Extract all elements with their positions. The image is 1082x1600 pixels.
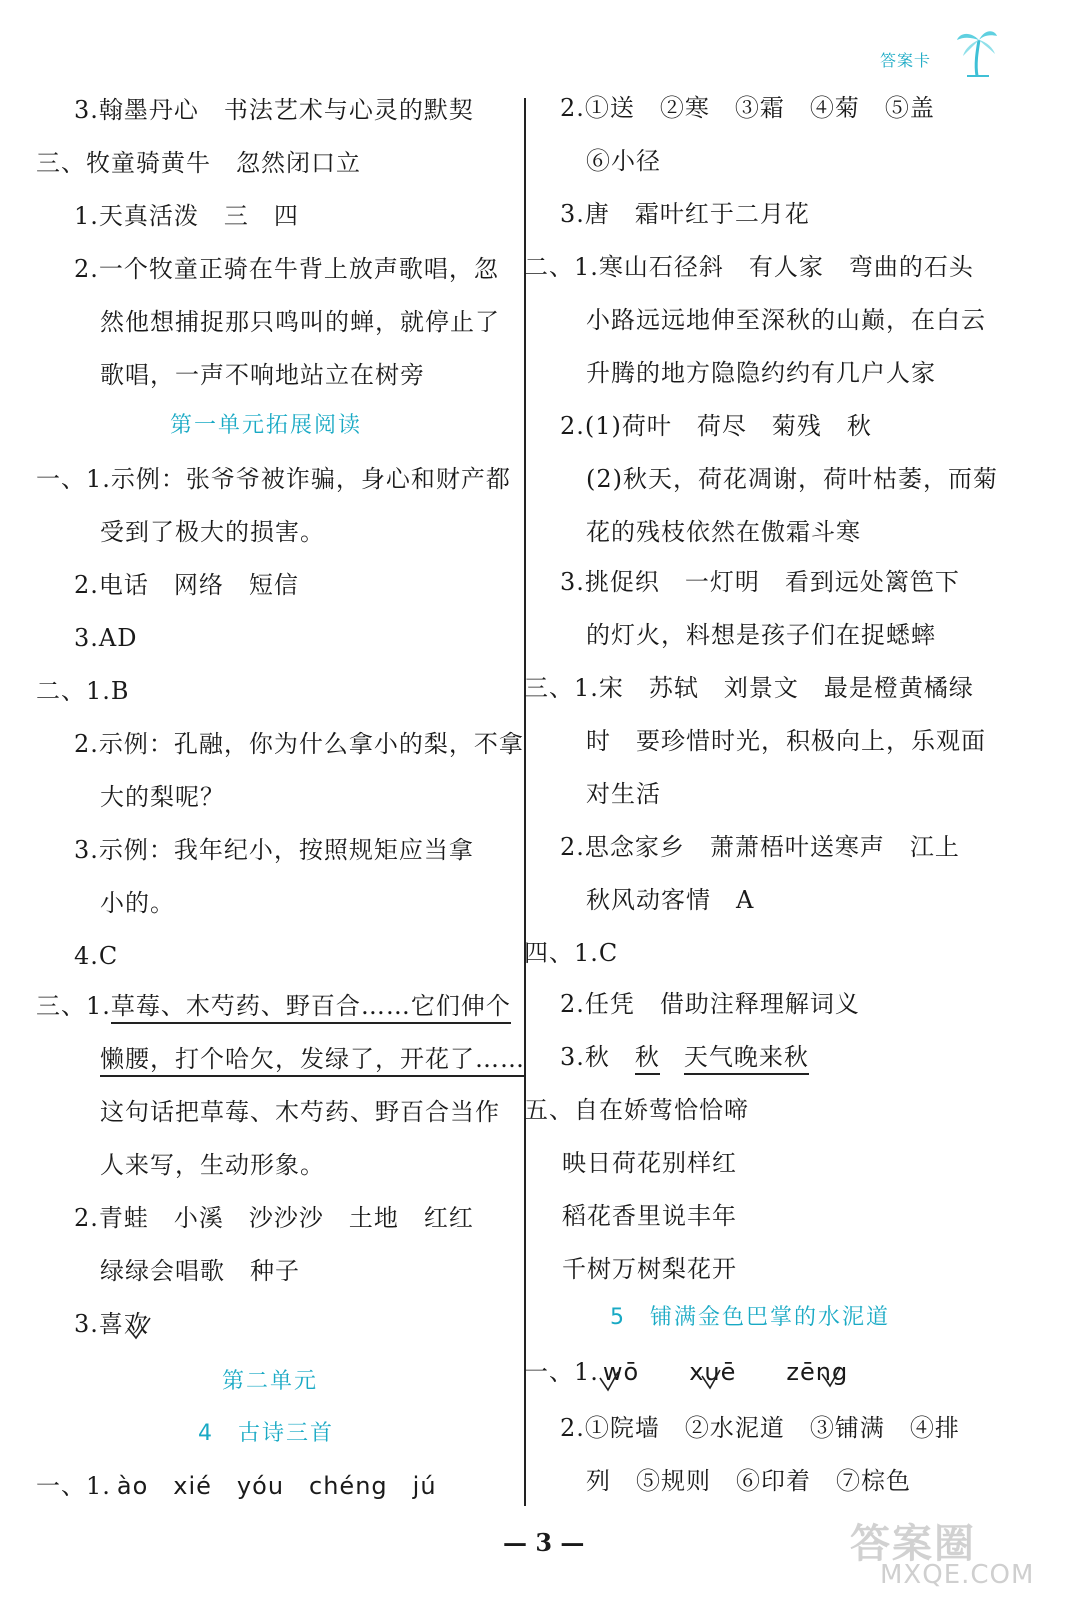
section-heading: 第一单元拓展阅读 (170, 413, 363, 438)
poem-line: 映日荷花别样红 (562, 1149, 737, 1177)
answer-line: 三、1.宋 苏轼 刘景文 最是橙黄橘绿 (524, 674, 974, 702)
answer-line: 然他想捕捉那只鸣叫的蝉，就停止了 (100, 308, 500, 336)
poem-line: 稻花香里说丰年 (562, 1202, 737, 1230)
answer-line: 二、1.寒山石径斜 有人家 弯曲的石头 (524, 253, 974, 281)
answer-line: 2.①送 ②寒 ③霜 ④菊 ⑤盖 (560, 94, 935, 122)
answer-line (524, 1356, 848, 1388)
pinyin-answers: ào xié yóu chéng jú (116, 1472, 437, 1500)
answer-line: 3.示例：我年纪小，按照规矩应当拿 (74, 836, 474, 864)
answer-line: (2)秋天，荷花凋谢，荷叶枯萎，而菊 (586, 465, 998, 493)
answer-number: 3.秋 (560, 1043, 635, 1071)
lesson-heading: 5 铺满金色巴掌的水泥道 (610, 1305, 890, 1330)
answer-line: 1.天真活泼 三 四 (74, 202, 299, 230)
answer-line: 秋风动客情 A (586, 886, 755, 914)
answer-line: 一、1.示例：张爷爷被诈骗，身心和财产都 (36, 465, 511, 493)
answer-line: 2.(1)荷叶 荷尽 菊残 秋 (560, 412, 872, 440)
checkmark-icon (598, 1370, 620, 1392)
answer-line: 2.示例：孔融，你为什么拿小的梨，不拿 (74, 730, 524, 758)
answer-line: 2.思念家乡 萧萧梧叶送寒声 江上 (560, 833, 960, 861)
palm-tree-icon (955, 26, 999, 78)
poem-line: 千树万树梨花开 (562, 1255, 737, 1283)
answer-line: 对生活 (586, 780, 661, 808)
answer-line: 2.一个牧童正骑在牛背上放声歌唱，忽 (74, 255, 499, 283)
answer-line: 受到了极大的损害。 (100, 518, 325, 546)
answer-line: 歌唱，一声不响地站立在树旁 (100, 361, 425, 389)
answer-line (36, 1470, 437, 1502)
answer-line: 这句话把草莓、木芍药、野百合当作 (100, 1098, 500, 1126)
answer-line: 二、1.B (36, 677, 130, 705)
underlined-phrase: 天气晚来秋 (684, 1043, 809, 1075)
answer-number: 一、1. (36, 1472, 111, 1500)
answer-line: 3.唐 霜叶红于二月花 (560, 200, 810, 228)
answer-line: 3.翰墨丹心 书法艺术与心灵的默契 (74, 96, 474, 124)
answer-line: 升腾的地方隐隐约约有几户人家 (586, 359, 936, 387)
answer-line: 人来写，生动形象。 (100, 1151, 325, 1179)
answer-line (100, 1043, 525, 1075)
answer-line: 2.青蛙 小溪 沙沙沙 土地 红红 (74, 1204, 474, 1232)
answer-line: 花的残枝依然在傲霜斗寒 (586, 518, 861, 546)
answer-line: 4.C (74, 942, 119, 970)
answer-line: 3.挑促织 一灯明 看到远处篱笆下 (560, 568, 960, 596)
answer-line: 2.任凭 借助注释理解词义 (560, 990, 860, 1018)
answer-line (560, 1041, 809, 1073)
checkmark-icon (820, 1366, 842, 1388)
answer-line: 五、自在娇莺恰恰啼 (524, 1096, 749, 1124)
answer-card-tag: 答案卡 (880, 51, 932, 70)
lesson-heading: 4 古诗三首 (198, 1421, 334, 1446)
answer-line: 2.电话 网络 短信 (74, 571, 299, 599)
watermark-url: MXQE.COM (880, 1560, 1035, 1590)
checkmark-icon (700, 1368, 722, 1390)
page-number: — 3 — (503, 1528, 585, 1557)
answer-number: 三、1. (36, 992, 111, 1020)
answer-line: 绿绿会唱歌 种子 (100, 1257, 300, 1285)
answer-line: 时 要珍惜时光，积极向上，乐观面 (586, 727, 986, 755)
checkmark-icon (126, 1316, 152, 1342)
answer-number: 一、1. (524, 1358, 599, 1386)
unit-heading: 第二单元 (222, 1369, 319, 1394)
answer-line: 小路远远地伸至深秋的山巅，在白云 (586, 306, 986, 334)
watermark-logo: 答案圈 (850, 1521, 976, 1567)
answer-line: 3.喜欢 (74, 1310, 149, 1338)
underlined-sentence: 草莓、木芍药、野百合……它们伸个 (111, 992, 511, 1024)
answer-line: 三、牧童骑黄牛 忽然闭口立 (36, 149, 361, 177)
answer-line: 大的梨呢？ (100, 783, 225, 811)
answer-line: 2.①院墙 ②水泥道 ③铺满 ④排 (560, 1414, 960, 1442)
answer-line: 列 ⑤规则 ⑥印着 ⑦棕色 (586, 1467, 911, 1495)
answer-line: 3.AD (74, 624, 138, 652)
underlined-sentence: 懒腰，打个哈欠，发绿了，开花了…… (100, 1045, 525, 1077)
answer-line: ⑥小径 (586, 147, 661, 175)
column-divider (524, 98, 526, 1506)
answer-line: 的灯火，料想是孩子们在捉蟋蟀 (586, 621, 936, 649)
answer-line: 四、1.C (524, 939, 619, 967)
answer-line: 小的。 (100, 889, 175, 917)
answer-line (36, 990, 511, 1022)
pinyin-answers: wō xuē zēng (602, 1358, 849, 1386)
underlined-word: 秋 (635, 1043, 660, 1075)
